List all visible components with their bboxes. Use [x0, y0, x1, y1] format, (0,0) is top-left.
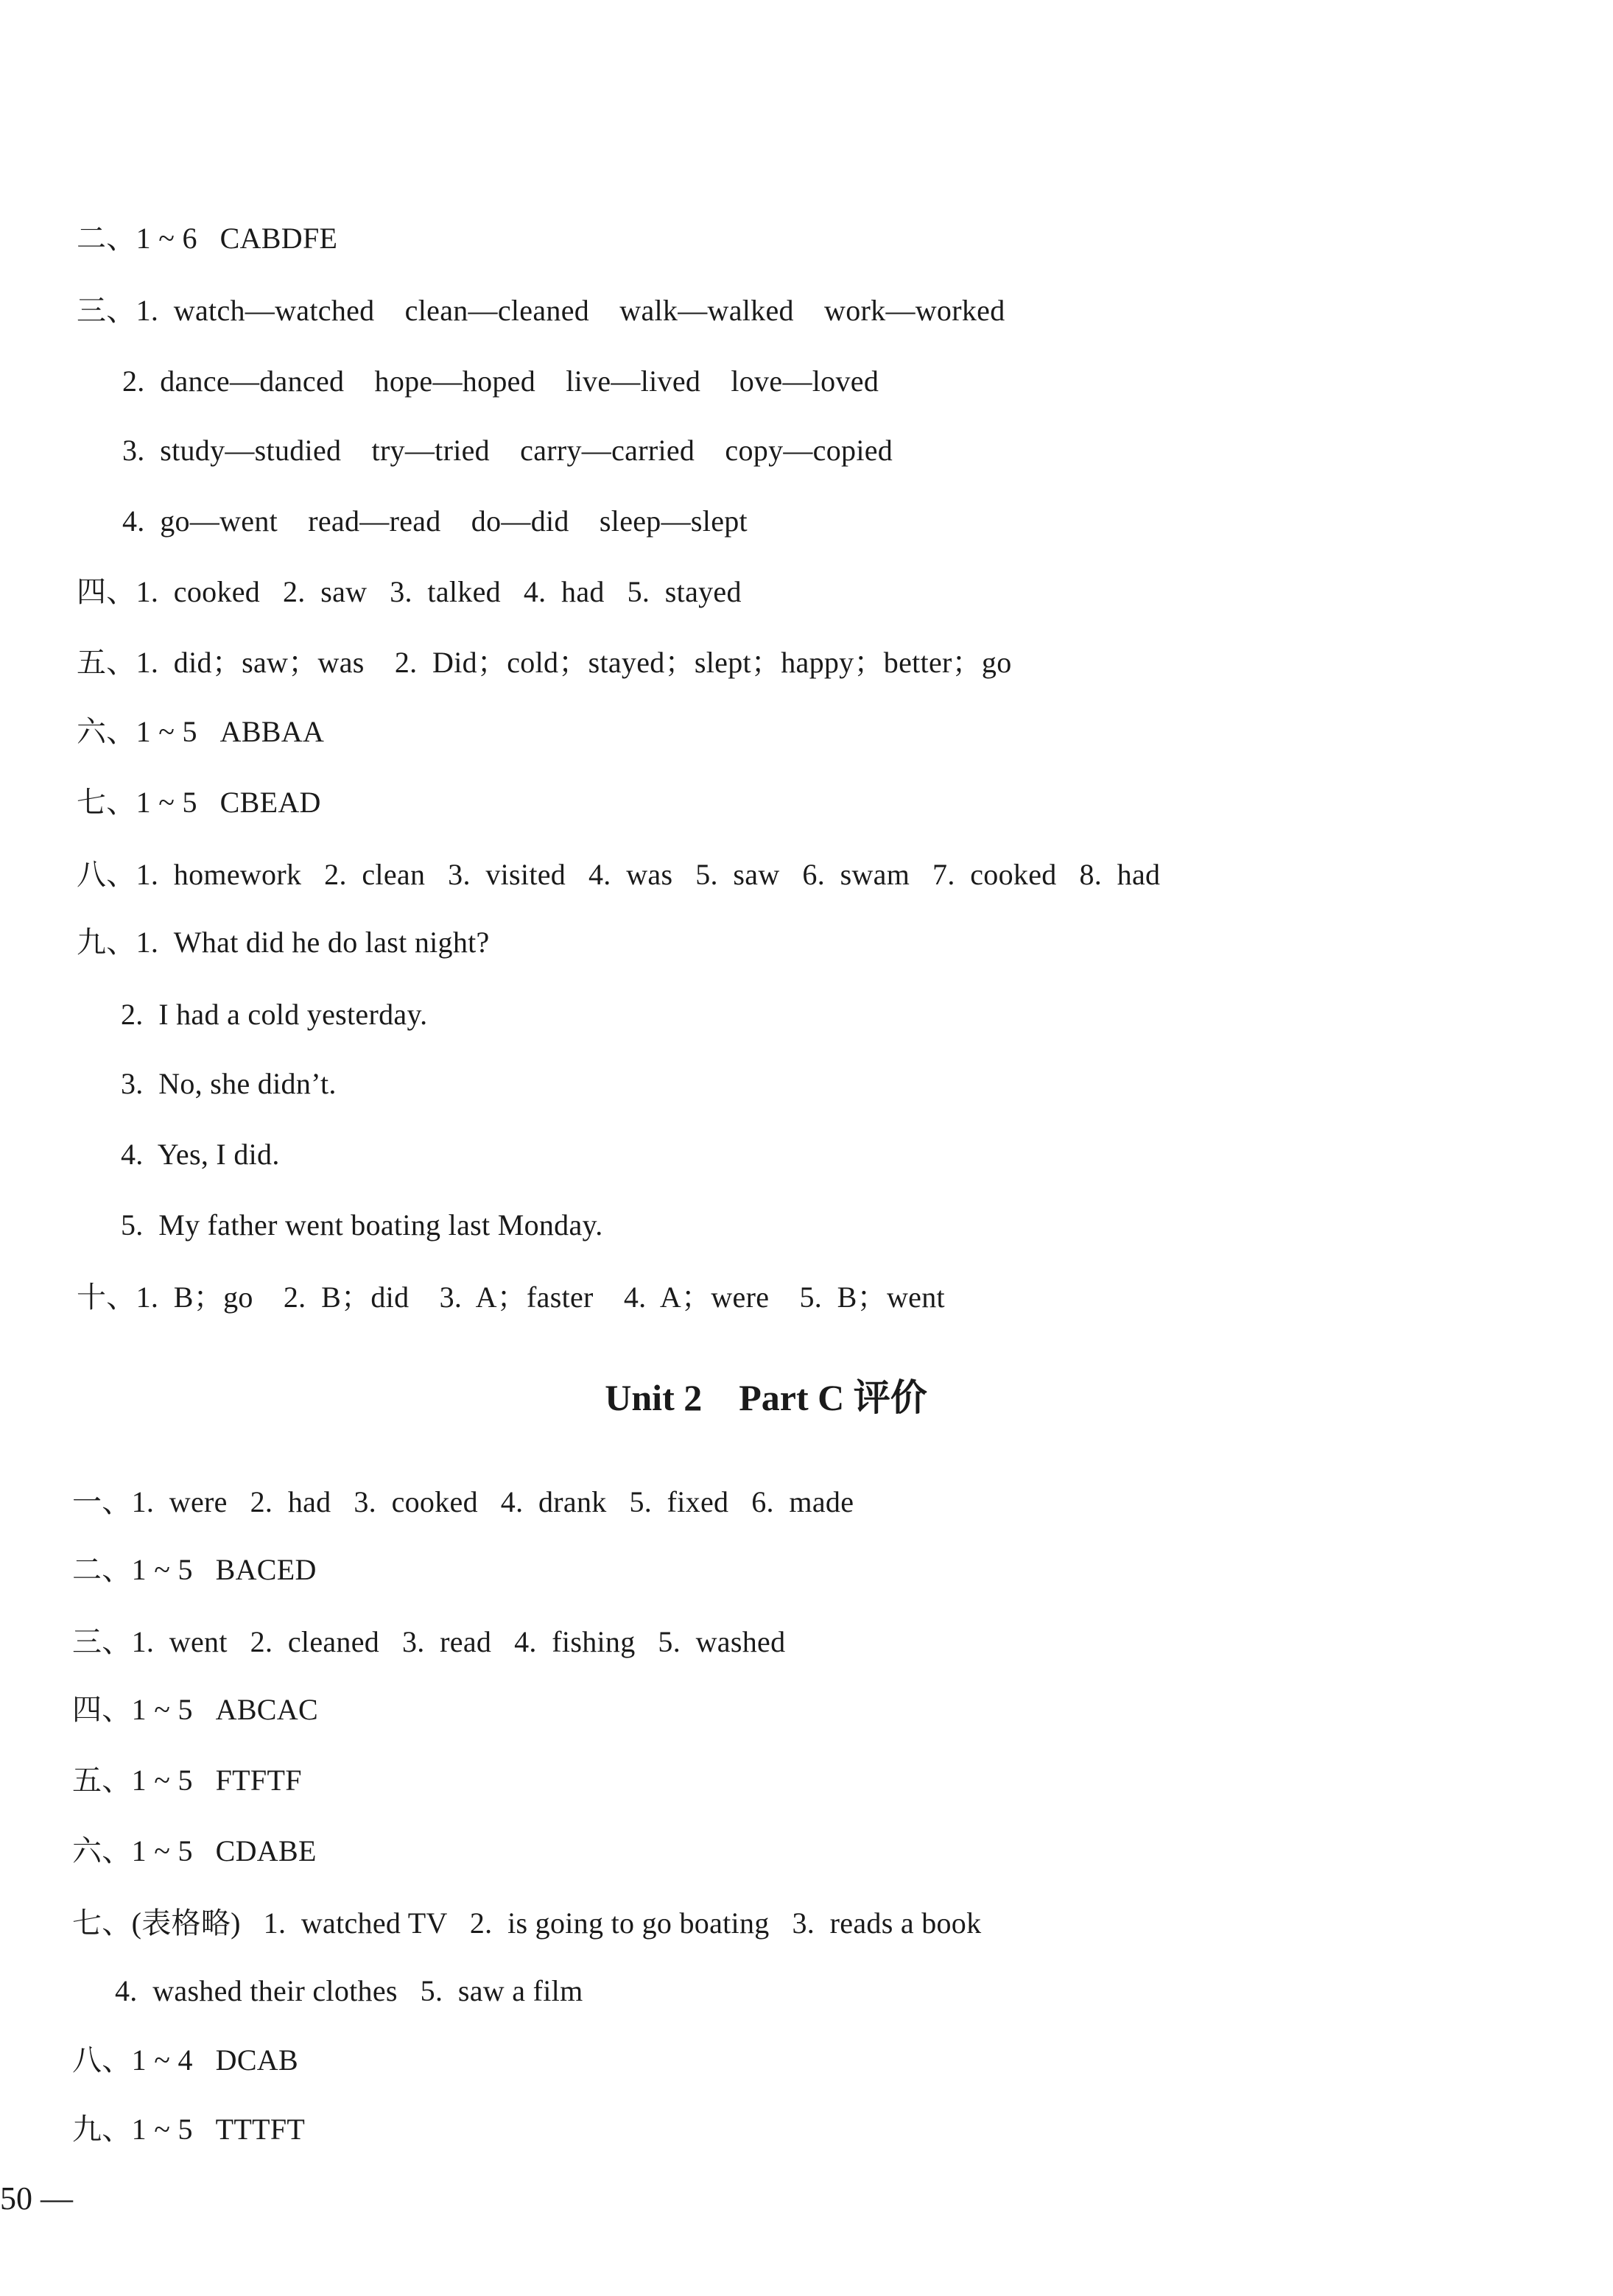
answer-line-p2-7-2: 4. washed their clothes 5. saw a film: [115, 1974, 583, 2007]
answer-line-9-2: 2. I had a cold yesterday.: [121, 998, 428, 1031]
answer-line-p2-6: 六、1 ~ 5 CDABE: [72, 1834, 317, 1867]
answer-line-p2-1: 一、1. were 2. had 3. cooked 4. drank 5. fixed 6. made: [72, 1485, 854, 1518]
answer-line-9-5: 5. My father went boating last Monday.: [121, 1208, 603, 1242]
answer-line-3-4: 4. go—went read—read do—did sleep—slept: [122, 504, 748, 538]
answer-line-p2-2: 二、1 ~ 5 BACED: [72, 1553, 317, 1586]
answer-line-6: 六、1 ~ 5 ABBAA: [77, 715, 325, 748]
answer-line-10: 十、1. B；go 2. B；did 3. A；faster 4. A；were 5. B；went: [77, 1281, 945, 1314]
answer-line-9-3: 3. No, she didn’t.: [121, 1067, 337, 1100]
section-heading: Unit 2 Part C 评价: [605, 1377, 927, 1418]
answer-line-p2-3: 三、1. went 2. cleaned 3. read 4. fishing 5. washed: [72, 1625, 786, 1658]
answer-line-p2-8: 八、1 ~ 4 DCAB: [72, 2043, 298, 2077]
answer-line-p2-4: 四、1 ~ 5 ABCAC: [72, 1693, 318, 1726]
answer-line-3-1: 三、1. watch—watched clean—cleaned walk—walked work—worked: [77, 294, 1005, 327]
answer-line-4: 四、1. cooked 2. saw 3. talked 4. had 5. stayed: [77, 575, 742, 608]
answer-line-9-1: 九、1. What did he do last night?: [77, 926, 490, 959]
page-number: 50 —: [0, 2180, 73, 2216]
answer-line-5: 五、1. did；saw；was 2. Did；cold；stayed；slept；happy；better；go: [77, 646, 1012, 679]
answer-line-8: 八、1. homework 2. clean 3. visited 4. was 5. saw 6. swam 7. cooked 8. had: [77, 858, 1161, 891]
answer-line-9-4: 4. Yes, I did.: [121, 1138, 280, 1171]
answer-line-3-2: 2. dance—danced hope—hoped live—lived love—loved: [122, 365, 879, 398]
answer-line-p2-5: 五、1 ~ 5 FTFTF: [72, 1764, 302, 1797]
answer-line-2: 二、1 ~ 6 CABDFE: [77, 222, 338, 255]
answer-line-3-3: 3. study—studied try—tried carry—carried copy—copied: [122, 434, 893, 467]
answer-line-p2-7-1: 七、(表格略) 1. watched TV 2. is going to go boating 3. reads a book: [72, 1906, 982, 1940]
answer-line-7: 七、1 ~ 5 CBEAD: [77, 786, 321, 819]
answer-line-p2-9: 九、1 ~ 5 TTTFT: [72, 2113, 306, 2146]
